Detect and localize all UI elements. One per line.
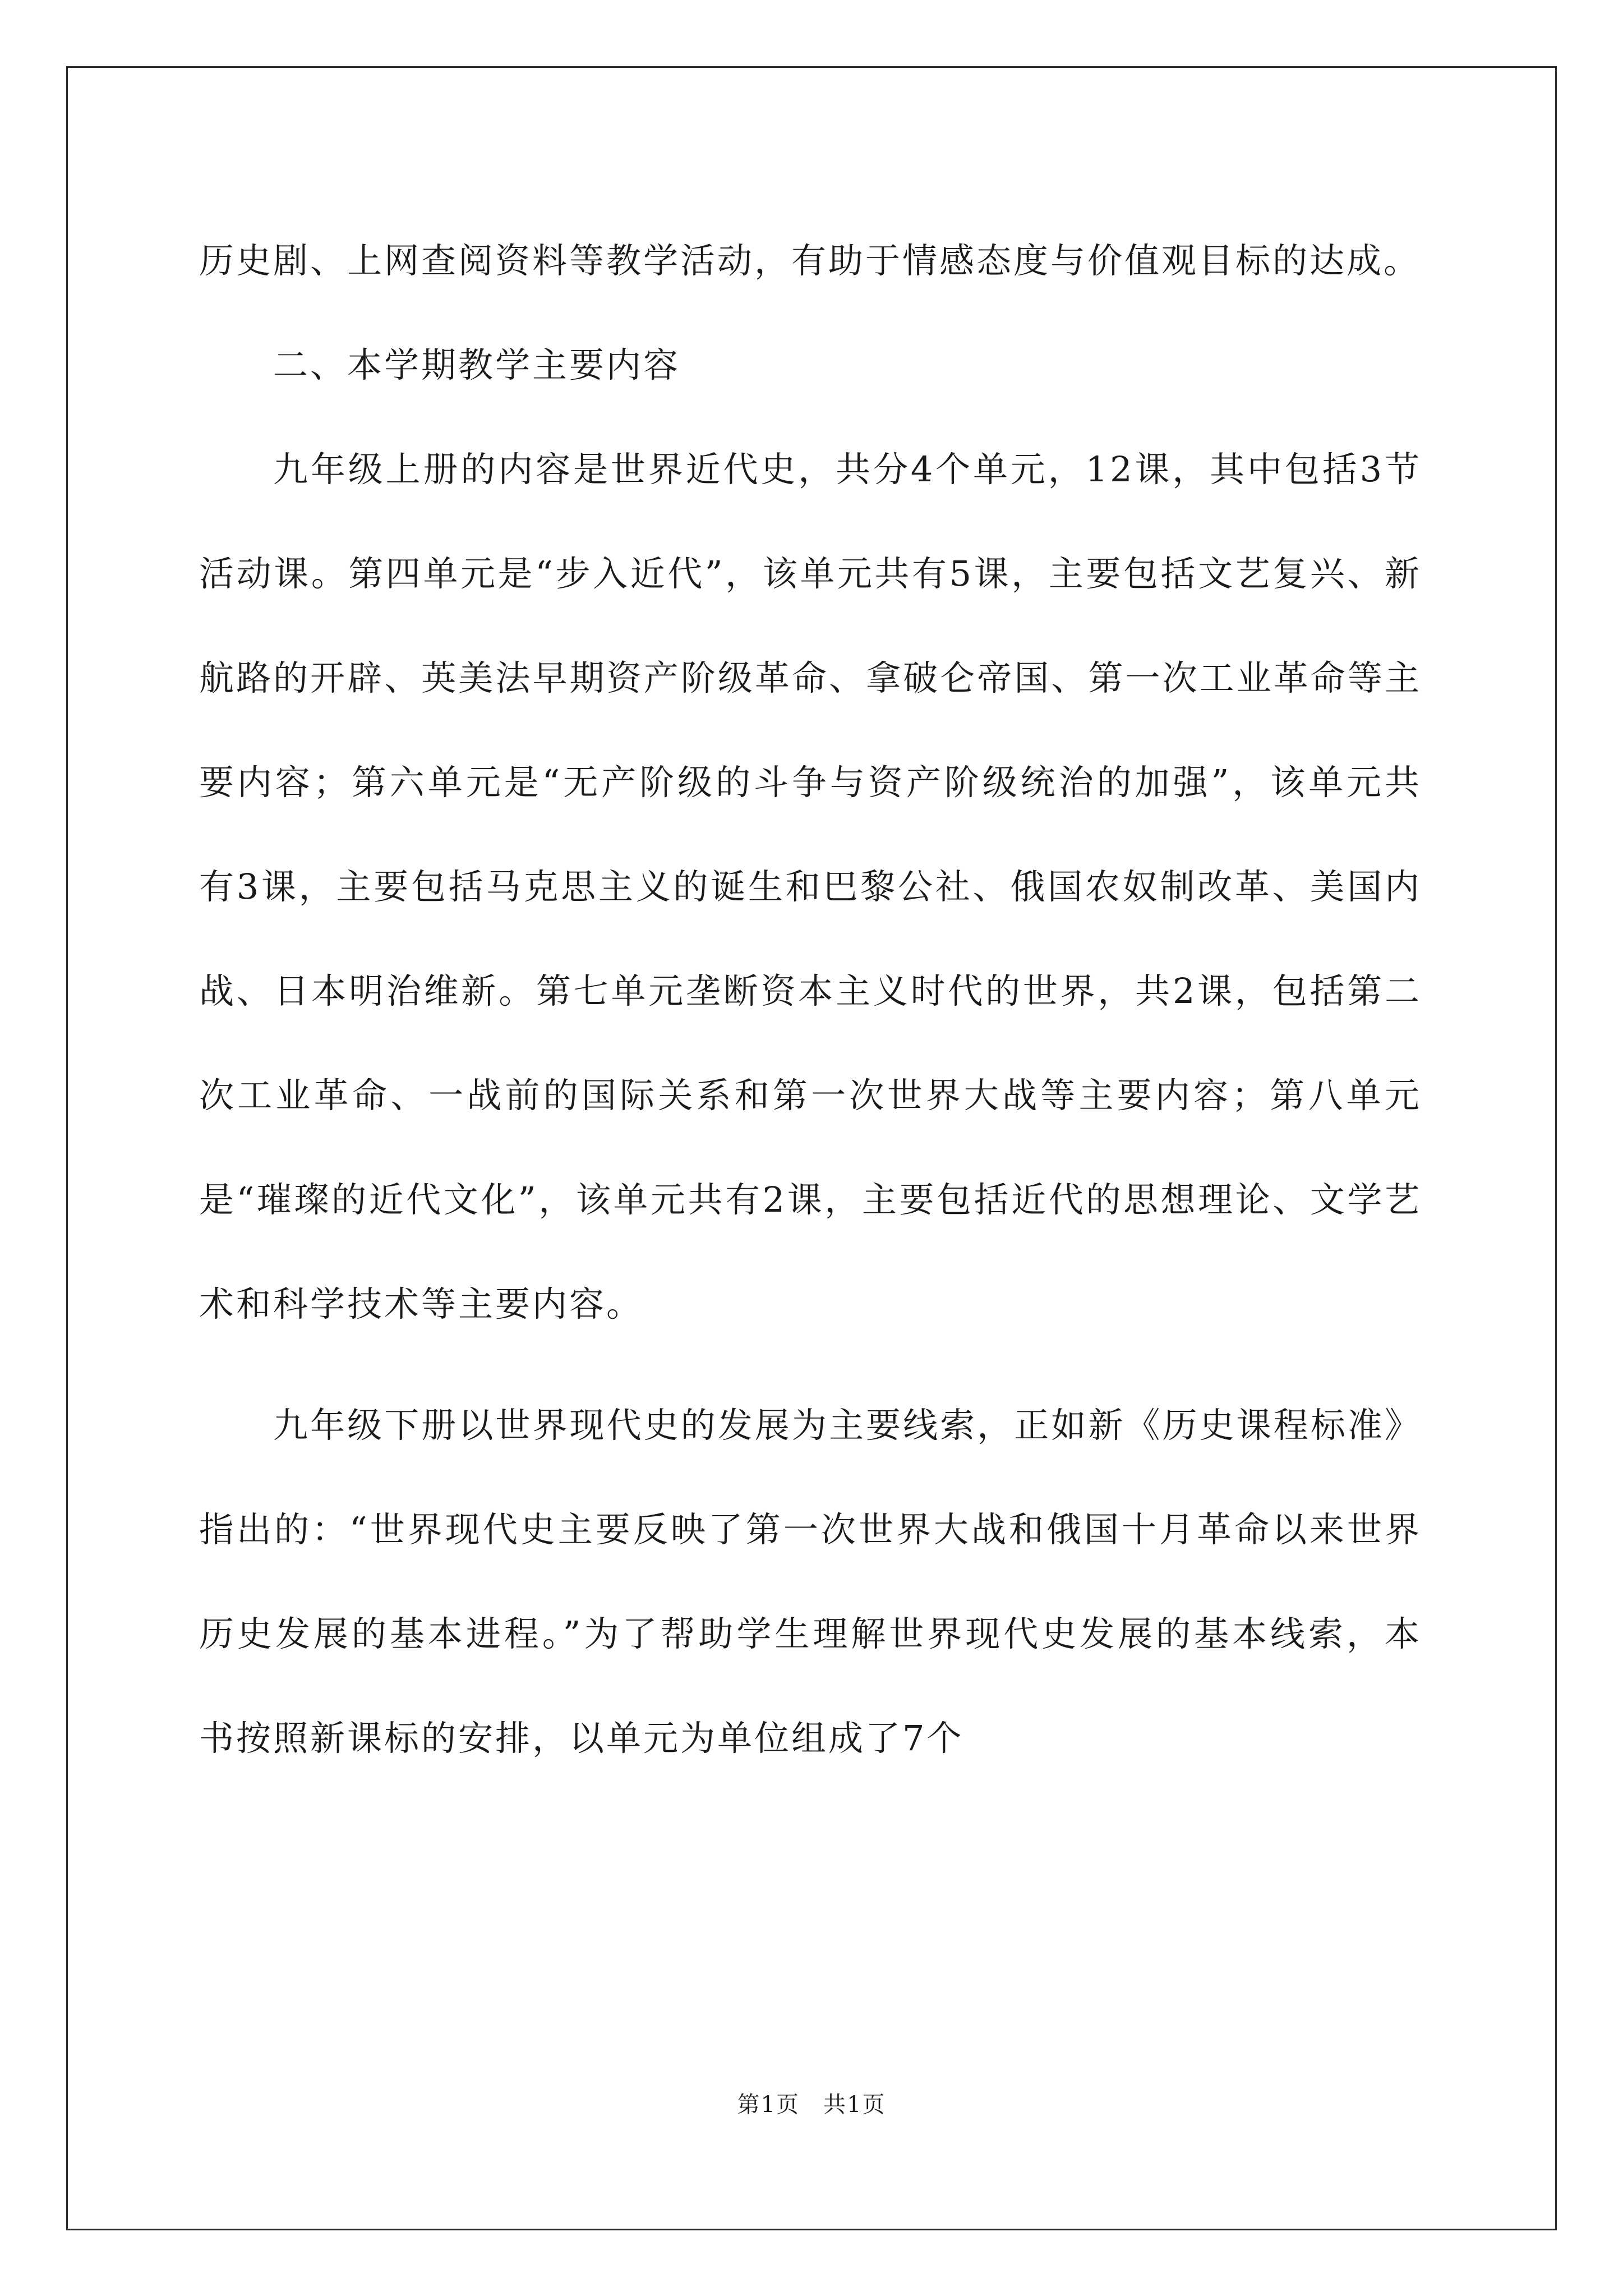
paragraph-1: 历史剧、上网查阅资料等教学活动，有助于情感态度与价值观目标的达成。 [199,240,1421,281]
document-body [199,209,1422,1791]
paragraph-2: 九年级上册的内容是世界近代史，共分4个单元，12课，其中包括3节活动课。第四单元是“步入近代”，该单元共有5课，主要包括文艺复兴、新航路的开辟、英美法早期资产阶级革命、拿破仑帝国、第一次工业革命等主要内容；第六单元是“无产阶级的斗争与资产阶级统治的加强”，该单元共有3课，主要包括马克思主义的诞生和巴黎公社、俄国农奴制改革、美国内战、日本明治维新。第七单元垄断资本主义时代的世界，共2课，包括第二次工业革命、一战前的国际关系和第一次世界大战等主要内容；第八单元是“璀璨的近代文化”，该单元共有2课，主要包括近代的思想理论、文学艺术和科学技术等主要内容。 [199,449,1422,1324]
section-heading: 二、本学期教学主要内容 [273,344,681,385]
page-number-footer: 第1页 共1页 [737,2092,886,2118]
paragraph-3: 九年级下册以世界现代史的发展为主要线索，正如新《历史课程标准》指出的：“世界现代史主要反映了第一次世界大战和俄国十月革命以来世界历史发展的基本进程。”为了帮助学生理解世界现代史发展的基本线索，本书按照新课标的安排，以单元为单位组成了7个 [199,1405,1422,1759]
